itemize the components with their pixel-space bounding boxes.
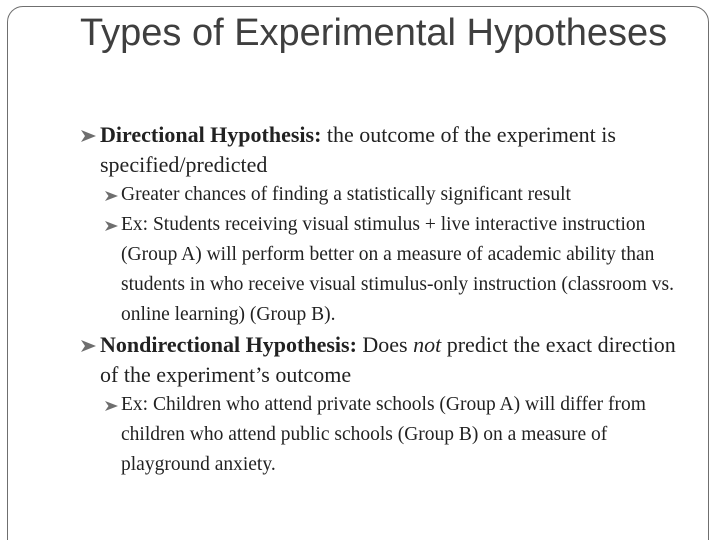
sub-bullet-directional-example <box>101 210 692 330</box>
bullet-nondirectional <box>80 330 692 390</box>
slide-title: Types of Experimental Hypotheses <box>80 12 668 54</box>
bullet-nondirectional-body-start: Does <box>356 332 414 357</box>
sub-bullet-directional-example-text: Ex: Students receiving visual stimulus + live interactive instruction (Group A) will perform better on a measure of academic ability than students in who receive visual stimulus-only instruction (classroom vs. online learning) (Group B). <box>121 214 674 325</box>
bullet-directional-text <box>100 120 692 180</box>
bullet-directional-body: the outcome of the experiment is specified/predicted <box>100 122 616 177</box>
arrow-bullet-icon <box>101 180 121 210</box>
sub-bullet-significance-text: Greater chances of finding a statistically significant result <box>121 184 571 205</box>
arrow-bullet-icon <box>101 210 121 240</box>
arrow-bullet-icon <box>80 330 100 360</box>
bullet-nondirectional-text <box>100 330 692 390</box>
bullet-nondirectional-label: Nondirectional Hypothesis: <box>100 332 357 357</box>
bullet-nondirectional-body-end: predict the exact direction of the experiment’s outcome <box>100 332 676 387</box>
sub-bullet-nondirectional-example <box>101 390 692 480</box>
arrow-bullet-icon <box>101 390 121 420</box>
slide-body <box>80 120 692 480</box>
sub-bullet-nondirectional-example-text: Ex: Children who attend private schools (Group A) will differ from children who attend public schools (Group B) on a measure of playground anxiety. <box>121 394 646 475</box>
bullet-directional <box>80 120 692 180</box>
sub-bullet-significance <box>101 180 692 210</box>
bullet-directional-label: Directional Hypothesis: <box>100 122 322 147</box>
arrow-bullet-icon <box>80 120 100 150</box>
bullet-nondirectional-emphasis: not <box>413 332 442 357</box>
